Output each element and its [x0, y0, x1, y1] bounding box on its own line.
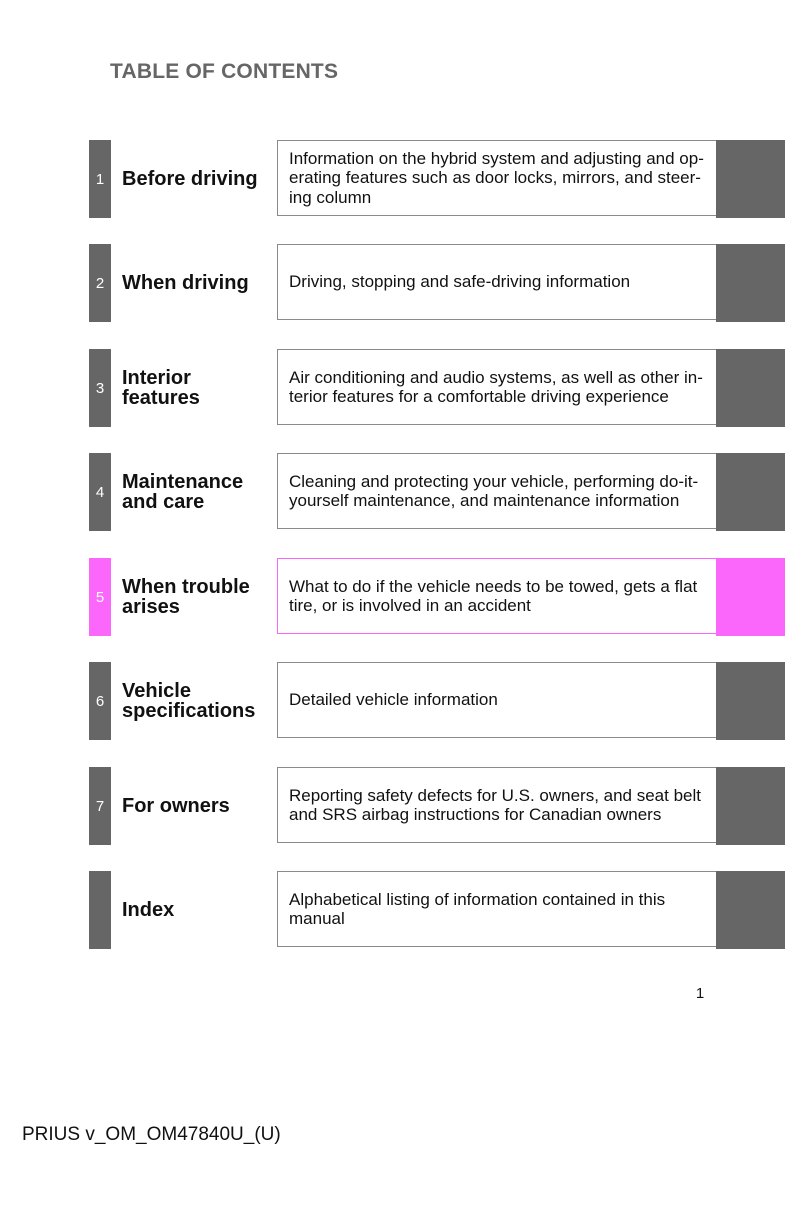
edge-thumb-tab[interactable]: [716, 662, 785, 740]
document-code: PRIUS v_OM_OM47840U_(U): [22, 1124, 281, 1145]
section-description: Reporting safety defects for U.S. owners, and seat belt and SRS airbag instructions for Canadian owners: [277, 767, 716, 843]
toc-row-when-trouble-arises[interactable]: [0, 558, 808, 636]
section-number-tab: 6: [89, 662, 111, 740]
edge-thumb-tab[interactable]: [716, 767, 785, 845]
edge-thumb-tab[interactable]: [716, 244, 785, 322]
edge-thumb-tab[interactable]: [716, 453, 785, 531]
section-description: Alphabetical listing of information contained in this manual: [277, 871, 716, 947]
section-description: Detailed vehicle information: [277, 662, 716, 738]
section-number-tab: 1: [89, 140, 111, 218]
toc-row-when-driving[interactable]: [0, 244, 808, 322]
edge-thumb-tab[interactable]: [716, 871, 785, 949]
section-number-tab: 5: [89, 558, 111, 636]
edge-thumb-tab[interactable]: [716, 349, 785, 427]
edge-thumb-tab[interactable]: [716, 140, 785, 218]
section-title[interactable]: Interior features: [122, 367, 200, 409]
section-number-tab: [89, 871, 111, 949]
page-title: TABLE OF CONTENTS: [110, 60, 339, 83]
toc-row-for-owners[interactable]: [0, 767, 808, 845]
section-number-tab: 2: [89, 244, 111, 322]
section-number-tab: 3: [89, 349, 111, 427]
section-description: Information on the hybrid system and adjusting and op-erating features such as door locks, mirrors, and steer-ing column: [277, 140, 716, 216]
section-number-tab: 7: [89, 767, 111, 845]
toc-row-maintenance-and-care[interactable]: [0, 453, 808, 531]
edge-thumb-tab[interactable]: [716, 558, 785, 636]
toc-row-vehicle-specifications[interactable]: [0, 662, 808, 740]
section-title[interactable]: Index: [122, 899, 175, 921]
toc-row-interior-features[interactable]: [0, 349, 808, 427]
section-description: Driving, stopping and safe-driving information: [277, 244, 716, 320]
section-description: Cleaning and protecting your vehicle, performing do-it-yourself maintenance, and maintenance information: [277, 453, 716, 529]
toc-row-before-driving[interactable]: [0, 140, 808, 218]
section-description: Air conditioning and audio systems, as well as other in-terior features for a comfortable driving experience: [277, 349, 716, 425]
section-title[interactable]: Before driving: [122, 168, 258, 190]
section-description: What to do if the vehicle needs to be towed, gets a flat tire, or is involved in an accident: [277, 558, 716, 634]
toc-row-index[interactable]: [0, 871, 808, 949]
section-title[interactable]: Vehicle specifications: [122, 680, 256, 722]
page-number: 1: [695, 985, 705, 1002]
section-title[interactable]: When driving: [122, 272, 249, 294]
section-title[interactable]: For owners: [122, 795, 230, 817]
section-number-tab: 4: [89, 453, 111, 531]
section-title[interactable]: Maintenance and care: [122, 471, 244, 513]
section-title[interactable]: When trouble arises: [122, 576, 250, 618]
